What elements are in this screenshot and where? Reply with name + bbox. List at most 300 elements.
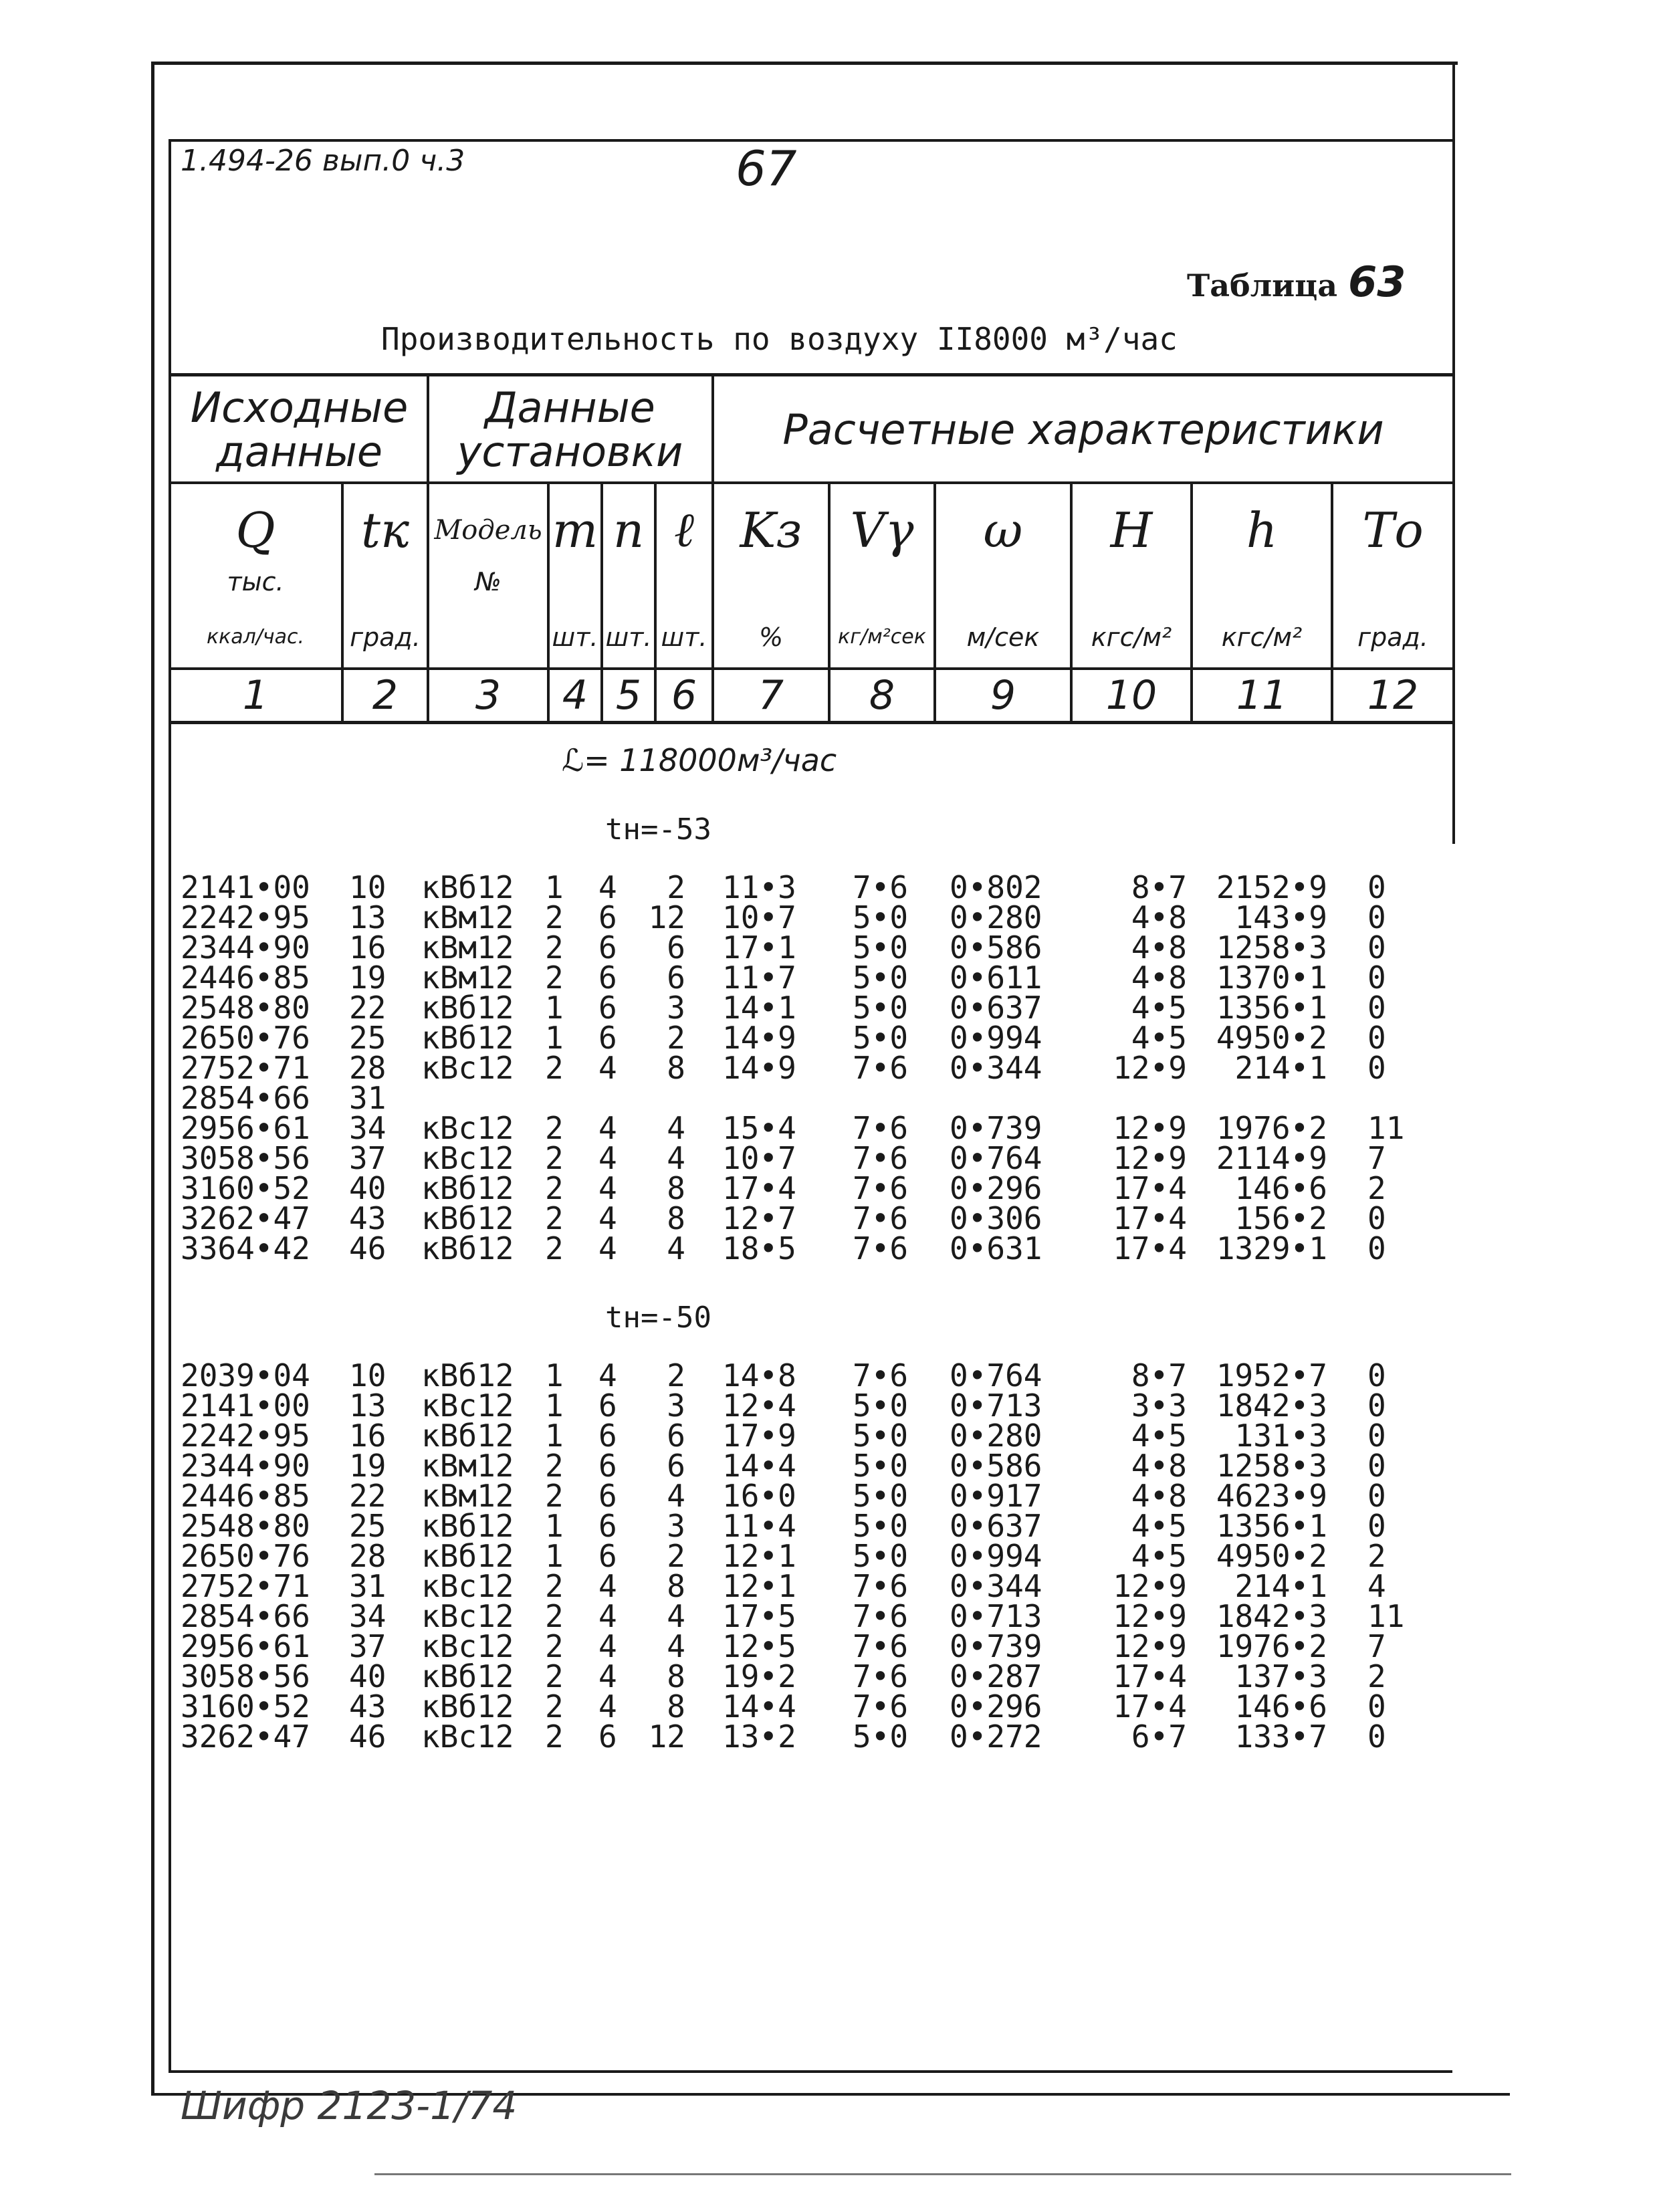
table-cell: 8 (667, 1568, 685, 1604)
table-cell: 17•4 (722, 1170, 796, 1206)
column-number: 6 (671, 672, 697, 719)
table-cell: 4•8 (1131, 929, 1187, 966)
table-cell: 34 (349, 1110, 386, 1146)
colnum-top-line (169, 667, 1452, 670)
table-cell: кВб12 (421, 1170, 514, 1206)
table-cell: 31 (349, 1080, 386, 1116)
table-cell: 46 (349, 1230, 386, 1266)
table-cell: 2141•00 (181, 869, 310, 905)
table-cell: 2 (545, 1448, 564, 1484)
table-cell: 4•8 (1131, 899, 1187, 935)
table-cell: 4 (667, 1110, 685, 1146)
table-cell: 3364•42 (181, 1230, 310, 1266)
column-unit: кг/м²сек (838, 625, 926, 649)
column-subtitle (550, 562, 600, 602)
table-cell: 156•2 (1234, 1200, 1327, 1236)
table-cell: 5•0 (853, 899, 909, 935)
table-cell: 2 (545, 1050, 564, 1086)
table-cell: 14•4 (722, 1448, 796, 1484)
column-number: 11 (1236, 672, 1288, 719)
table-cell: 0 (1367, 869, 1386, 905)
table-cell: 2 (545, 1628, 564, 1664)
table-cell: 10 (349, 1357, 386, 1394)
document-code: 1.494-26 вып.0 ч.3 (181, 144, 465, 178)
table-cell: 4 (598, 1568, 617, 1604)
table-cell: кВб12 (421, 1658, 514, 1694)
table-cell: кВм12 (421, 1448, 514, 1484)
table-cell: 5•0 (853, 1538, 909, 1574)
table-cell: 0 (1367, 929, 1386, 966)
column-unit: м/сек (966, 622, 1040, 652)
table-cell: 6 (598, 1388, 617, 1424)
table-cell: 2446•85 (181, 960, 310, 996)
table-cell: 2956•61 (181, 1628, 310, 1664)
table-cell: 2 (1367, 1538, 1386, 1574)
table-cell: 6 (598, 899, 617, 935)
table-cell: 6 (598, 1538, 617, 1574)
table-cell: 1 (545, 1357, 564, 1394)
inner-left (169, 139, 171, 2072)
table-cell: 5•0 (853, 1388, 909, 1424)
table-cell: 7•6 (853, 1658, 909, 1694)
table-cell: 0•631 (950, 1230, 1042, 1266)
table-cell: 0 (1367, 990, 1386, 1026)
table-cell: 0•344 (950, 1568, 1042, 1604)
column-subtitle: тыс. (227, 567, 284, 596)
column-symbol: h (1246, 502, 1278, 558)
table-cell: 0•637 (950, 1508, 1042, 1544)
table-cell: 14•8 (722, 1357, 796, 1394)
column-subtitle (831, 562, 933, 602)
table-cell: 7•6 (853, 1688, 909, 1725)
table-cell: 17•4 (1113, 1688, 1187, 1725)
table-cell: 3 (667, 1388, 685, 1424)
table-cell: кВс12 (421, 1050, 514, 1086)
table-cell: 3•3 (1131, 1388, 1187, 1424)
table-cell: 0 (1367, 960, 1386, 996)
table-cell: 12•4 (722, 1388, 796, 1424)
column-number: 7 (758, 672, 784, 719)
table-cell: 13 (349, 1388, 386, 1424)
table-cell: 10•7 (722, 899, 796, 935)
table-cell: 0 (1367, 1388, 1386, 1424)
column-subtitle (344, 562, 427, 602)
table-cell: 16 (349, 1418, 386, 1454)
table-cell: 2 (545, 1140, 564, 1176)
column-symbol: ℓ (674, 502, 694, 558)
header-top-line (169, 373, 1452, 376)
table-cell: 8•7 (1131, 1357, 1187, 1394)
table-cell: 12•9 (1113, 1110, 1187, 1146)
table-cell: 2 (545, 1230, 564, 1266)
table-cell: 0 (1367, 1688, 1386, 1725)
table-cell: 12•9 (1113, 1598, 1187, 1634)
table-cell: 4•5 (1131, 990, 1187, 1026)
table-cell: 14•1 (722, 990, 796, 1026)
table-cell: 3262•47 (181, 1200, 310, 1236)
table-cell: 16•0 (722, 1478, 796, 1514)
table-cell: 2752•71 (181, 1568, 310, 1604)
table-cell: 34 (349, 1598, 386, 1634)
table-cell: 4 (667, 1230, 685, 1266)
table-cell: 2854•66 (181, 1080, 310, 1116)
table-cell: 0 (1367, 1418, 1386, 1454)
table-cell: 4•5 (1131, 1418, 1187, 1454)
table-cell: 1 (545, 990, 564, 1026)
group-header-calculated-characteristics: Расчетные характеристики (782, 405, 1384, 454)
table-cell: 7 (1367, 1628, 1386, 1664)
table-cell: 6 (667, 929, 685, 966)
table-cell: 17•4 (1113, 1200, 1187, 1236)
table-number: 63 (1348, 257, 1406, 306)
table-cell: кВс12 (421, 1110, 514, 1146)
table-cell: 1976•2 (1216, 1110, 1327, 1146)
table-cell: 7•6 (853, 1200, 909, 1236)
table-cell: 2650•76 (181, 1538, 310, 1574)
column-subtitle (657, 562, 711, 602)
table-cell: 2 (667, 1538, 685, 1574)
table-cell: 6 (667, 1448, 685, 1484)
table-cell: 43 (349, 1688, 386, 1725)
table-cell: 2 (545, 899, 564, 935)
footer-cipher: Шифр 2123-1/74 (181, 2083, 518, 2128)
table-cell: 31 (349, 1568, 386, 1604)
table-cell: 7•6 (853, 1357, 909, 1394)
table-cell: 214•1 (1234, 1568, 1327, 1604)
table-cell: 17•4 (1113, 1658, 1187, 1694)
table-cell: 4 (667, 1140, 685, 1176)
table-cell: 2 (545, 1658, 564, 1694)
table-cell: 0•586 (950, 1448, 1042, 1484)
column-symbol: m (552, 502, 598, 558)
table-cell: 13 (349, 899, 386, 935)
column-number: 4 (562, 672, 588, 719)
table-cell: 4 (598, 1110, 617, 1146)
table-cell: 1976•2 (1216, 1628, 1327, 1664)
frame-top (152, 62, 1458, 65)
table-cell: 1356•1 (1216, 990, 1327, 1026)
table-cell: 19•2 (722, 1658, 796, 1694)
table-cell: 6 (598, 1719, 617, 1755)
table-cell: 6 (667, 1418, 685, 1454)
table-cell: 0•739 (950, 1628, 1042, 1664)
column-unit: град. (350, 622, 421, 652)
column-unit: град. (1357, 622, 1428, 652)
table-cell: 2152•9 (1216, 869, 1327, 905)
table-cell: 146•6 (1234, 1688, 1327, 1725)
table-cell: 7•6 (853, 1140, 909, 1176)
table-cell: 8 (667, 1658, 685, 1694)
table-cell: 6•7 (1131, 1719, 1187, 1755)
column-symbol: Kз (740, 502, 802, 558)
table-cell: 137•3 (1234, 1658, 1327, 1694)
column-symbol: n (613, 502, 645, 558)
table-cell: 37 (349, 1628, 386, 1664)
table-cell: 43 (349, 1200, 386, 1236)
table-cell: кВм12 (421, 1478, 514, 1514)
table-cell: 0 (1367, 1719, 1386, 1755)
table-cell: 0 (1367, 1508, 1386, 1544)
table-cell: 3 (667, 1508, 685, 1544)
table-cell: 0•637 (950, 990, 1042, 1026)
table-cell: 11 (1367, 1110, 1405, 1146)
table-cell: 146•6 (1234, 1170, 1327, 1206)
table-cell: 1 (545, 1418, 564, 1454)
table-cell: 8 (667, 1050, 685, 1086)
table-cell: 7•6 (853, 1628, 909, 1664)
table-cell: 3058•56 (181, 1140, 310, 1176)
table-cell: 12•7 (722, 1200, 796, 1236)
table-cell: 2141•00 (181, 1388, 310, 1424)
table-label-text: Таблица (1187, 267, 1338, 304)
table-cell: 4 (598, 1230, 617, 1266)
table-cell: 4 (1367, 1568, 1386, 1604)
table-cell: 4 (667, 1598, 685, 1634)
table-cell: 1 (545, 1020, 564, 1056)
table-cell: 0•739 (950, 1110, 1042, 1146)
table-cell: 0•280 (950, 899, 1042, 935)
table-cell: 0 (1367, 1050, 1386, 1086)
table-cell: 10 (349, 869, 386, 905)
table-cell: 17•4 (1113, 1230, 1187, 1266)
table-cell: 8•7 (1131, 869, 1187, 905)
table-cell: 4950•2 (1216, 1538, 1327, 1574)
table-cell: 2 (545, 1688, 564, 1725)
table-cell: 22 (349, 990, 386, 1026)
page-number: 67 (736, 140, 797, 197)
table-cell: 4 (667, 1628, 685, 1664)
table-cell: 1 (545, 1538, 564, 1574)
table-cell: кВс12 (421, 1719, 514, 1755)
table-cell: 11•7 (722, 960, 796, 996)
table-cell: 7•6 (853, 1568, 909, 1604)
table-cell: 0•287 (950, 1658, 1042, 1694)
table-cell: 2548•80 (181, 990, 310, 1026)
table-cell: 4 (598, 1357, 617, 1394)
table-cell: 7•6 (853, 1110, 909, 1146)
table-cell: 2 (1367, 1658, 1386, 1694)
table-cell: 4 (598, 1628, 617, 1664)
table-cell: 12 (648, 1719, 685, 1755)
table-cell: 16 (349, 929, 386, 966)
table-cell: 133•7 (1234, 1719, 1327, 1755)
table-cell: 28 (349, 1050, 386, 1086)
table-cell: 37 (349, 1140, 386, 1176)
frame-right (1452, 62, 1455, 844)
table-cell: 0 (1367, 1357, 1386, 1394)
table-cell: 2 (545, 1170, 564, 1206)
table-cell: 4•8 (1131, 1478, 1187, 1514)
table-cell: 12•9 (1113, 1050, 1187, 1086)
column-number: 10 (1105, 672, 1157, 719)
column-unit: кгс/м² (1221, 622, 1303, 652)
table-cell: 0•713 (950, 1598, 1042, 1634)
column-unit: % (758, 622, 784, 652)
table-cell: 1952•7 (1216, 1357, 1327, 1394)
table-cell: кВм12 (421, 899, 514, 935)
table-cell: 7•6 (853, 1598, 909, 1634)
table-title: Производительность по воздуху II8000 м³/час (381, 321, 1178, 357)
table-cell: 11 (1367, 1598, 1405, 1634)
table-cell: 2114•9 (1216, 1140, 1327, 1176)
table-cell: 4•8 (1131, 1448, 1187, 1484)
table-cell: 0•280 (950, 1418, 1042, 1454)
table-cell: 40 (349, 1170, 386, 1206)
table-cell: 5•0 (853, 1448, 909, 1484)
table-cell: кВм12 (421, 960, 514, 996)
table-cell: 6 (598, 1448, 617, 1484)
table-cell: 12•5 (722, 1628, 796, 1664)
table-cell: 18•5 (722, 1230, 796, 1266)
table-cell: 15•4 (722, 1110, 796, 1146)
table-cell: 8 (667, 1170, 685, 1206)
table-cell: кВб12 (421, 1688, 514, 1725)
table-cell: 1 (545, 1388, 564, 1424)
table-cell: 1842•3 (1216, 1598, 1327, 1634)
table-cell: 4•5 (1131, 1508, 1187, 1544)
table-cell: 4 (598, 1658, 617, 1694)
group-header-installation-data: Данные установки (457, 383, 683, 476)
table-cell: 40 (349, 1658, 386, 1694)
table-cell: кВс12 (421, 1388, 514, 1424)
table-cell: кВс12 (421, 1568, 514, 1604)
table-cell: кВб12 (421, 1200, 514, 1236)
table-cell: 12•9 (1113, 1140, 1187, 1176)
table-cell: 2854•66 (181, 1598, 310, 1634)
column-unit: кгс/м² (1091, 622, 1172, 652)
table-cell: 6 (598, 929, 617, 966)
table-cell: 2548•80 (181, 1508, 310, 1544)
flow-label: ℒ= 118000м³/час (562, 742, 837, 778)
table-cell: 17•9 (722, 1418, 796, 1454)
column-subtitle: № (475, 567, 502, 596)
table-cell: кВб12 (421, 1538, 514, 1574)
table-cell: кВб12 (421, 1230, 514, 1266)
table-cell: кВб12 (421, 1508, 514, 1544)
column-number: 9 (990, 672, 1016, 719)
table-cell: 1 (545, 869, 564, 905)
table-cell: 5•0 (853, 990, 909, 1026)
table-cell: 0•713 (950, 1388, 1042, 1424)
table-cell: 4 (598, 1140, 617, 1176)
table-cell: 4•8 (1131, 960, 1187, 996)
table-cell: 0•272 (950, 1719, 1042, 1755)
table-cell: 1 (545, 1508, 564, 1544)
frame-left (151, 62, 154, 2094)
table-cell: 2 (545, 929, 564, 966)
table-cell: 0•296 (950, 1688, 1042, 1725)
table-cell: 2752•71 (181, 1050, 310, 1086)
table-cell: 4950•2 (1216, 1020, 1327, 1056)
table-cell: 6 (598, 1020, 617, 1056)
table-cell: 2242•95 (181, 899, 310, 935)
table-cell: 3 (667, 990, 685, 1026)
table-cell: 7•6 (853, 1050, 909, 1086)
table-cell: 25 (349, 1020, 386, 1056)
table-cell: 0•994 (950, 1538, 1042, 1574)
table-cell: 12•9 (1113, 1568, 1187, 1604)
table-cell: 1370•1 (1216, 960, 1327, 996)
table-cell: 5•0 (853, 1020, 909, 1056)
table-cell: 0 (1367, 1230, 1386, 1266)
column-unit: шт. (552, 622, 598, 652)
column-symbol: Q (235, 502, 275, 558)
table-cell: 7•6 (853, 1170, 909, 1206)
table-cell: кВб12 (421, 1357, 514, 1394)
table-cell: 0•994 (950, 1020, 1042, 1056)
table-cell: 0 (1367, 899, 1386, 935)
table-cell: 5•0 (853, 1478, 909, 1514)
column-number: 12 (1367, 672, 1419, 719)
table-cell: 2 (1367, 1170, 1386, 1206)
table-cell: 4623•9 (1216, 1478, 1327, 1514)
table-cell: кВс12 (421, 1140, 514, 1176)
table-cell: 4 (598, 1598, 617, 1634)
column-unit: шт. (661, 622, 707, 652)
table-cell: 5•0 (853, 1719, 909, 1755)
table-cell: 11•4 (722, 1508, 796, 1544)
table-cell: 4 (598, 1050, 617, 1086)
table-label (1187, 257, 1406, 306)
column-symbol: tк (361, 502, 409, 558)
column-number: 1 (242, 672, 269, 719)
table-cell: 17•5 (722, 1598, 796, 1634)
table-cell: 1842•3 (1216, 1388, 1327, 1424)
column-symbol: ω (983, 502, 1023, 558)
column-number: 3 (475, 672, 502, 719)
table-cell: 2 (667, 869, 685, 905)
header-bottom-line (169, 721, 1452, 724)
column-subtitle (714, 562, 828, 602)
section-label: tн=-53 (605, 812, 711, 847)
table-cell: 0•611 (950, 960, 1042, 996)
table-cell: 2 (545, 1110, 564, 1146)
table-cell: 6 (598, 1508, 617, 1544)
group-header-initial-data: Исходные данные (190, 383, 409, 476)
table-cell: 5•0 (853, 960, 909, 996)
table-cell: 6 (598, 1478, 617, 1514)
table-cell: 4 (598, 1200, 617, 1236)
table-cell: 46 (349, 1719, 386, 1755)
table-cell: 5•0 (853, 1418, 909, 1454)
column-unit (429, 609, 547, 665)
table-cell: 1258•3 (1216, 1448, 1327, 1484)
table-cell: 131•3 (1234, 1418, 1327, 1454)
table-cell: 4•5 (1131, 1538, 1187, 1574)
table-cell: 6 (667, 960, 685, 996)
table-cell: 3160•52 (181, 1688, 310, 1725)
table-cell: 4 (598, 1688, 617, 1725)
column-subtitle (603, 562, 654, 602)
column-symbol: Модель (434, 514, 542, 546)
inner-top (169, 139, 1452, 142)
inner-bottom (169, 2070, 1452, 2073)
table-cell: 4 (598, 1170, 617, 1206)
table-cell: 2 (545, 1200, 564, 1236)
table-cell: 17•1 (722, 929, 796, 966)
table-cell: 2344•90 (181, 929, 310, 966)
table-cell: 143•9 (1234, 899, 1327, 935)
table-cell: 0•802 (950, 869, 1042, 905)
table-cell: 6 (598, 960, 617, 996)
column-unit: шт. (605, 622, 652, 652)
table-cell: 1329•1 (1216, 1230, 1327, 1266)
table-cell: 8 (667, 1688, 685, 1725)
column-number: 8 (869, 672, 895, 719)
table-cell: 1356•1 (1216, 1508, 1327, 1544)
table-cell: 8 (667, 1200, 685, 1236)
table-cell: 2 (545, 1568, 564, 1604)
